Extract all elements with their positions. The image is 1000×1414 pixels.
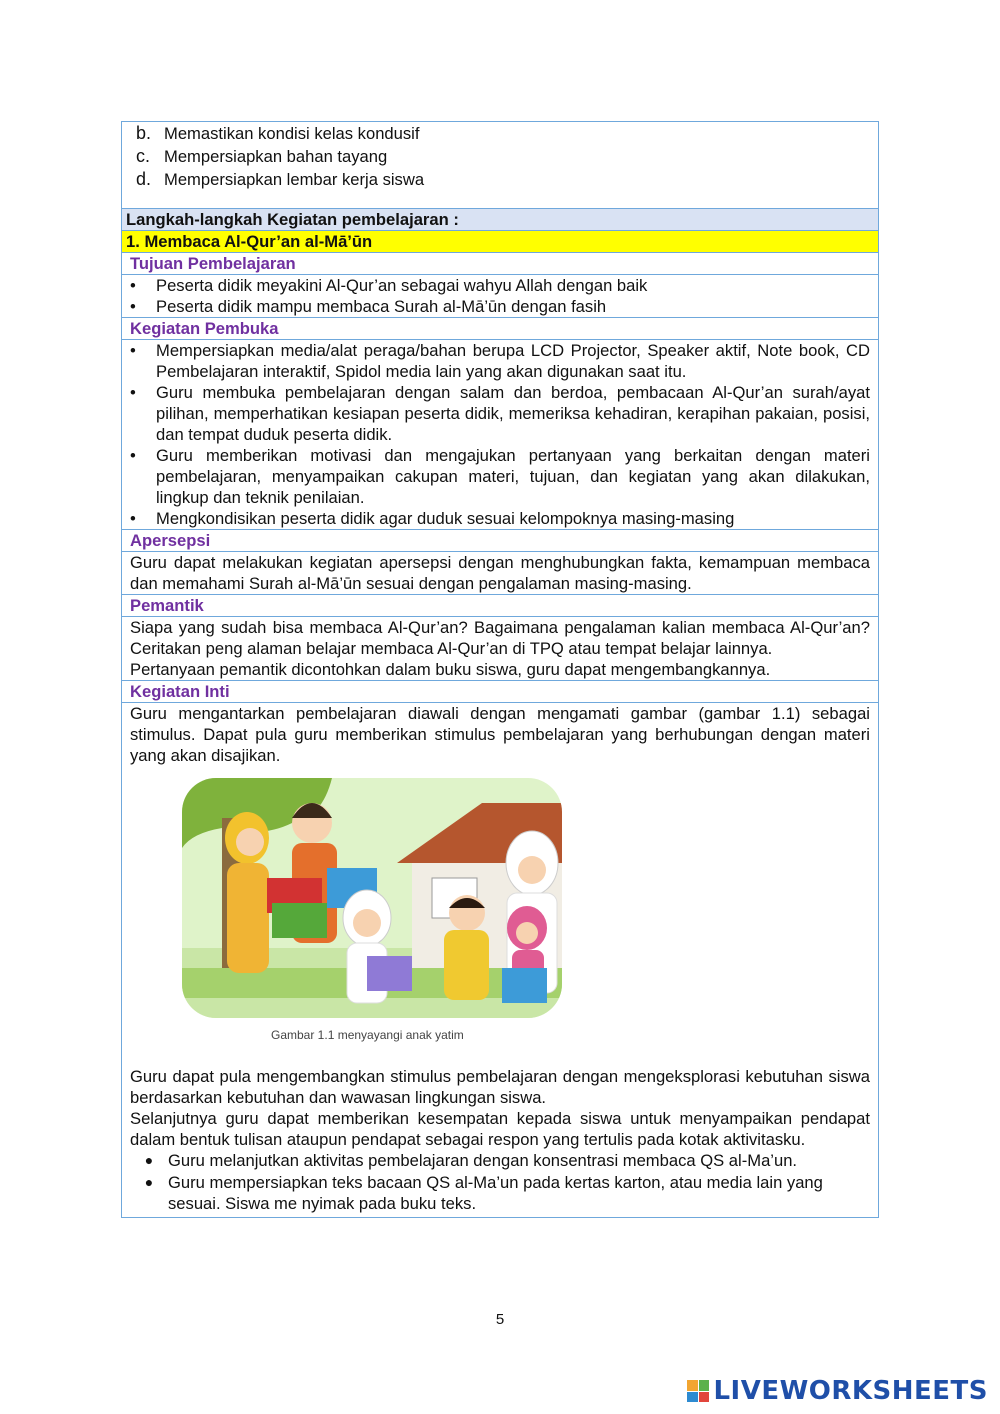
page-number: 5 [495,1311,505,1328]
list-item: c. Mempersiapkan bahan tayang [136,146,388,166]
pemantik-note: Pertanyaan pemantik dicontohkan dalam buku siswa, guru dapat mengembangkannya. [130,660,771,679]
pembuka-list-row [122,339,878,529]
list-item: ● Guru melanjutkan aktivitas pembelajaran dengan konsentrasi membaca QS al-Ma’un. [144,1151,798,1170]
tujuan-list-row [122,274,878,317]
list-item: d. Mempersiapkan lembar kerja siswa [136,169,425,189]
tujuan-list [130,275,870,317]
lesson-plan-table [121,121,879,1218]
inti-title: Kegiatan Inti [122,680,878,702]
list-item: • Peserta didik meyakini Al-Qur’an sebagai wahyu Allah dengan baik [130,276,648,295]
section-title: 1. Membaca Al-Qur’an al-Mā’ūn [122,230,878,252]
pembuka-list [130,340,870,529]
inti-body [122,702,878,1217]
inti-list [130,1150,870,1215]
pemantik-question: Siapa yang sudah bisa membaca Al-Qur’an? Bagaimana pengalaman kalian membaca Al-Qur’an? Ceritakan peng alaman belajar membaca Al-Qur’an di TPQ atau tempat belajar lainnya. [130,618,870,658]
illustration-figure [130,766,870,1066]
liveworksheets-logo[interactable] [687,1376,988,1406]
list-item: • Mengkondisikan peserta didik agar duduk sesuai kelompoknya masing-masing [130,509,735,528]
list-item: • Mempersiapkan media/alat peraga/bahan berupa LCD Projector, Speaker aktif, Note book, CD Pembelajaran interaktif, Spidol media lain yang akan digunakan saat itu. [130,341,870,381]
list-item: • Guru memberikan motivasi dan mengajukan pertanyaan yang berkaitan dengan materi pembelajaran, menyampaikan cakupan materi, tujuan, dan kegiatan yang akan dilakukan, lingkup dan teknik penilaian. [130,446,870,507]
tujuan-title: Tujuan Pembelajaran [122,252,878,274]
list-item: ● Guru mempersiapkan teks bacaan QS al-Ma’un pada kertas karton, atau media lain yang sesuai. Siswa me nyimak pada buku teks. [144,1172,823,1213]
pembuka-title: Kegiatan Pembuka [122,317,878,339]
steps-header: Langkah-langkah Kegiatan pembelajaran : [122,208,878,230]
prep-list [130,122,870,191]
illustration-image [182,778,562,1028]
figure-caption: Gambar 1.1 menyayangi anak yatim [271,1028,464,1042]
apersepsi-text: Guru dapat melakukan kegiatan apersepsi dengan menghubungkan fakta, kemampuan membaca dan memahami Surah al-Mā’ūn sesuai dengan pengalaman masing-masing. [122,551,878,594]
list-item: • Guru membuka pembelajaran dengan salam dan berdoa, pembacaan Al-Qur’an surah/ayat pilihan, memperhatikan kesiapan peserta didik, memeriksa kehadiran, kerapihan pakaian, posisi, dan tempat duduk peserta didik. [130,383,870,444]
inti-intro: Guru mengantarkan pembelajaran diawali dengan mengamati gambar (gambar 1.1) sebagai stimulus. Dapat pula guru memberikan stimulus pembelajaran yang berhubungan dengan materi yang akan disajikan. [130,704,870,765]
inti-paragraph-1: Guru dapat pula mengembangkan stimulus pembelajaran dengan mengeksplorasi kebutuhan siswa berdasarkan kebutuhan dan wawasan lingkungan siswa. [130,1067,870,1107]
logo-text: LIVEWORKSHEETS [713,1376,988,1406]
list-item: b. Memastikan kondisi kelas kondusif [136,123,420,143]
apersepsi-title: Apersepsi [122,529,878,551]
logo-icon [687,1380,709,1402]
pemantik-body [122,616,878,680]
prep-list-row [122,122,878,208]
list-item: • Peserta didik mampu membaca Surah al-Mā’ūn dengan fasih [130,297,607,316]
pemantik-title: Pemantik [122,594,878,616]
inti-paragraph-2: Selanjutnya guru dapat memberikan kesempatan kepada siswa untuk menyampaikan pendapat dalam bentuk tulisan ataupun pendapat sebagai respon yang tertulis pada kotak aktivitasku. [130,1109,870,1149]
